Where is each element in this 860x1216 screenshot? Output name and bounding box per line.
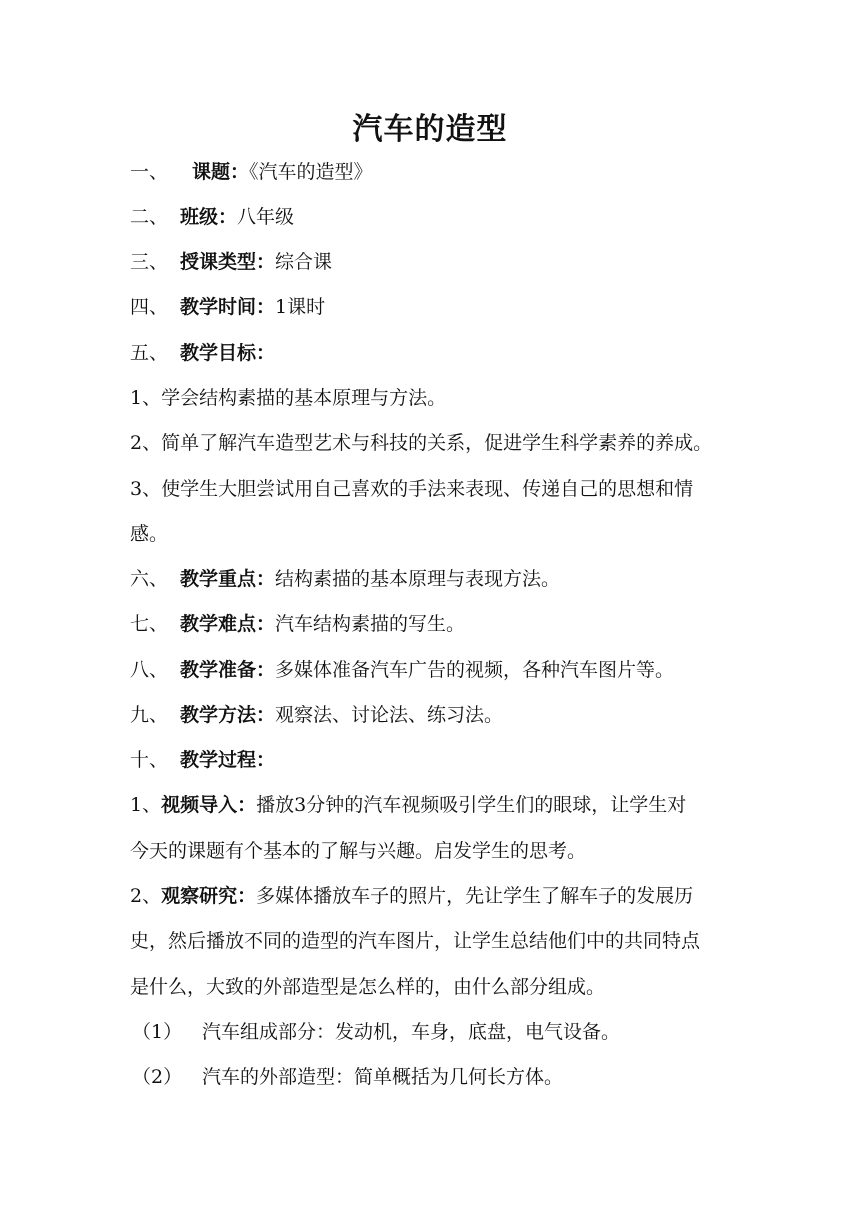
- section-number: 十、: [130, 749, 169, 771]
- objective-item-continued: 感。: [130, 523, 169, 545]
- step-number: 2、: [130, 885, 162, 907]
- section-number: 六、: [130, 568, 169, 590]
- section-label: 教学方法：: [180, 704, 276, 726]
- section-teaching-goals: [130, 341, 275, 365]
- point-text: 汽车的外部造型：简单概括为几何长方体。: [202, 1066, 564, 1088]
- section-number: 一、: [130, 161, 169, 183]
- process-point-1: [132, 1020, 620, 1044]
- section-label: 教学重点：: [180, 568, 276, 590]
- process-step-2: [130, 884, 693, 908]
- section-number: 八、: [130, 659, 169, 681]
- document-title: 汽车的造型: [352, 112, 508, 147]
- process-step-2-continued: 是什么，大致的外部造型是怎么样的，由什么部分组成。: [130, 976, 606, 998]
- section-difficulties: [130, 612, 465, 636]
- section-value: 汽车结构素描的写生。: [275, 613, 466, 635]
- objective-item: 1、学会结构素描的基本原理与方法。: [130, 387, 447, 409]
- section-label: 课题：: [192, 161, 250, 183]
- section-value: 1课时: [275, 296, 326, 318]
- section-number: 九、: [130, 704, 169, 726]
- section-preparation: [130, 658, 674, 682]
- section-value: 多媒体准备汽车广告的视频，各种汽车图片等。: [275, 659, 675, 681]
- section-process: [130, 748, 275, 772]
- process-step-2-continued: 史，然后播放不同的造型的汽车图片，让学生总结他们中的共同特点: [130, 930, 701, 952]
- section-teaching-time: [130, 295, 325, 319]
- section-number: 三、: [130, 251, 169, 273]
- point-number: （1）: [132, 1021, 183, 1043]
- section-number: 四、: [130, 296, 169, 318]
- section-number: 七、: [130, 613, 169, 635]
- objective-item: 2、简单了解汽车造型艺术与科技的关系，促进学生科学素养的养成。: [130, 432, 713, 454]
- section-label: 授课类型：: [180, 251, 276, 273]
- process-step-1: [130, 793, 686, 817]
- section-label: 教学目标：: [180, 342, 276, 364]
- objective-item: 3、使学生大胆尝试用自己喜欢的手法来表现、传递自己的思想和情: [130, 478, 694, 500]
- section-class: [130, 205, 294, 229]
- section-lesson-type: [130, 250, 332, 274]
- point-number: （2）: [132, 1066, 183, 1088]
- section-number: 二、: [130, 206, 169, 228]
- section-key-points: [130, 567, 560, 591]
- step-label: 视频导入：: [161, 794, 257, 816]
- step-number: 1、: [130, 794, 162, 816]
- section-value: 八年级: [237, 206, 295, 228]
- section-value: 观察法、讨论法、练习法。: [275, 704, 504, 726]
- section-value: 结构素描的基本原理与表现方法。: [275, 568, 561, 590]
- section-label: 教学难点：: [180, 613, 276, 635]
- point-text: 汽车组成部分：发动机，车身，底盘，电气设备。: [202, 1021, 621, 1043]
- section-methods: [130, 703, 503, 727]
- section-value: 综合课: [275, 251, 333, 273]
- step-label: 观察研究：: [161, 885, 257, 907]
- section-subject: [130, 160, 373, 184]
- step-text: 多媒体播放车子的照片，先让学生了解车子的发展历: [256, 885, 694, 907]
- process-point-2: [132, 1065, 563, 1089]
- section-value: 《汽车的造型》: [249, 161, 373, 183]
- section-number: 五、: [130, 342, 169, 364]
- process-step-1-continued: 今天的课题有个基本的了解与兴趣。启发学生的思考。: [130, 840, 587, 862]
- section-label: 班级：: [180, 206, 238, 228]
- section-label: 教学过程：: [180, 749, 276, 771]
- section-label: 教学时间：: [180, 296, 276, 318]
- step-text: 播放3分钟的汽车视频吸引学生们的眼球，让学生对: [256, 794, 687, 816]
- section-label: 教学准备：: [180, 659, 276, 681]
